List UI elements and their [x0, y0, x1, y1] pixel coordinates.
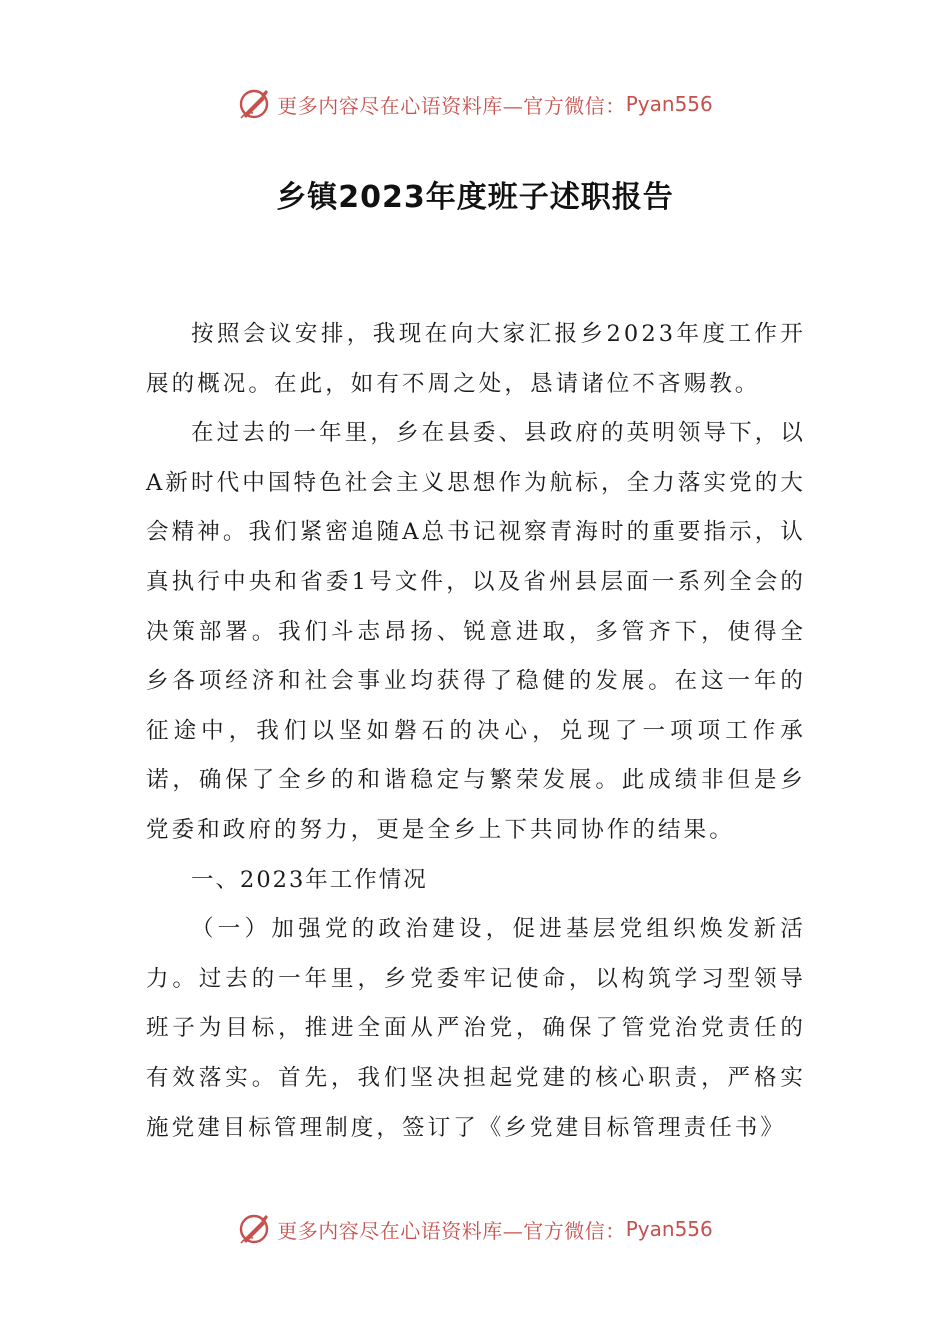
header-banner: [0, 82, 950, 126]
banner-wechat-id: Pyan556: [625, 1217, 713, 1241]
paragraph: （一）加强党的政治建设，促进基层党组织焕发新活力。过去的一年里，乡党委牢记使命，以构筑学习型领导班子为目标，推进全面从严治党，确保了管党治党责任的有效落实。首先，我们坚决担起党建的核心职责，严格实施党建目标管理制度，签订了《乡党建目标管理责任书》: [146, 916, 806, 1141]
paragraph: 按照会议安排，我现在向大家汇报乡2023年度工作开展的概况。在此，如有不周之处，恳请诸位不吝赐教。: [146, 321, 806, 397]
document-body: [146, 310, 806, 1153]
banner-wechat-id: Pyan556: [625, 92, 713, 116]
paragraph: 在过去的一年里，乡在县委、县政府的英明领导下，以A新时代中国特色社会主义思想作为航标，全力落实党的大会精神。我们紧密追随A总书记视察青海时的重要指示，认真执行中央和省委1号文件，以及省州县层面一系列全会的决策部署。我们斗志昂扬、锐意进取，多管齐下，使得全乡各项经济和社会事业均获得了稳健的发展。在这一年的征途中，我们以坚如磐石的决心，兑现了一项项工作承诺，确保了全乡的和谐稳定与繁荣发展。此成绩非但是乡党委和政府的努力，更是全乡上下共同协作的结果。: [146, 420, 806, 843]
pen-logo-icon: [237, 87, 271, 121]
banner-text: 更多内容尽在心语资料库—官方微信：: [277, 1218, 626, 1243]
section-heading: 一、2023年工作情况: [191, 866, 428, 893]
footer-banner: [0, 1207, 950, 1251]
document-title: 乡镇2023年度班子述职报告: [276, 180, 674, 215]
pen-logo-icon: [237, 1212, 271, 1246]
banner-text: 更多内容尽在心语资料库—官方微信：: [277, 93, 626, 118]
